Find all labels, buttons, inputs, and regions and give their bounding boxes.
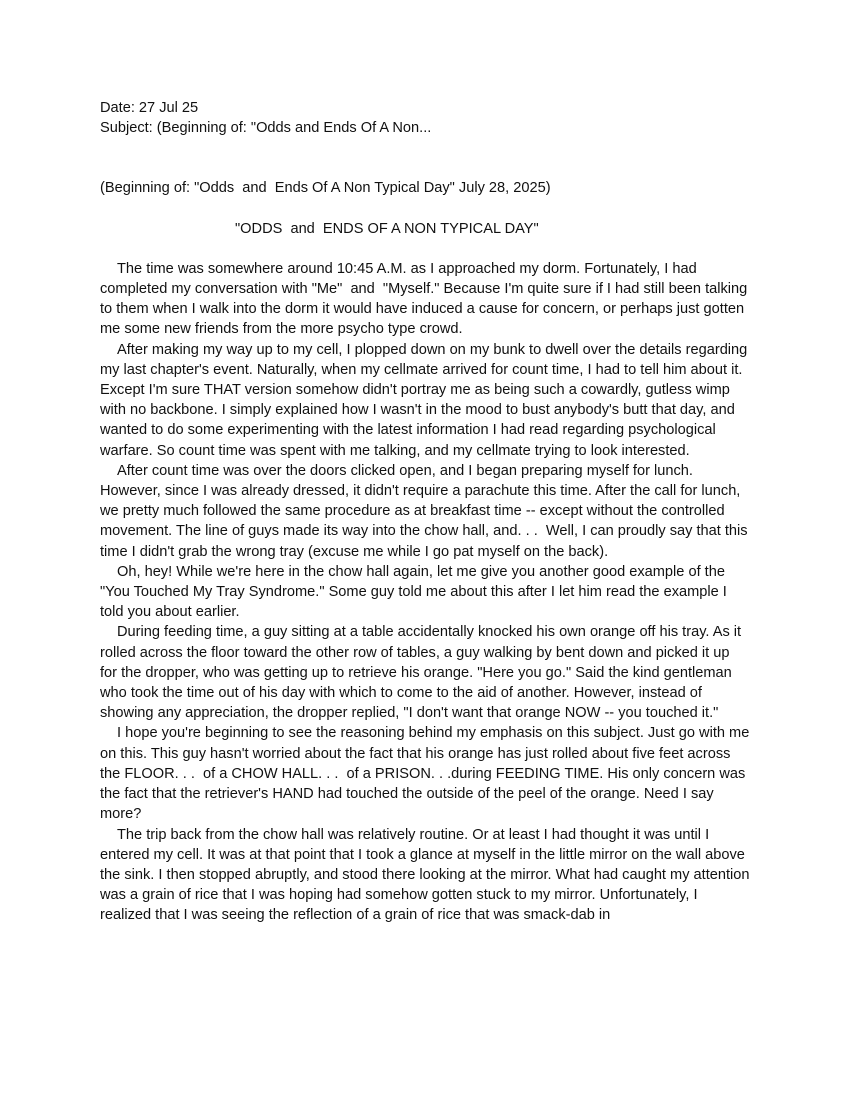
paragraph: I hope you're beginning to see the reasoning behind my emphasis on this subject. Just go with me on this. This guy hasn't worried about the fact that his orange has just rolled about five feet across the FLOOR. . . of a CHOW HALL. . . of a PRISON. . .during FEEDING TIME. His only concern was the fact that the retriever's HAND had touched the outside of the peel of the orange. Need I say more? xyxy=(100,725,754,823)
paragraph: The time was somewhere around 10:45 A.M. as I approached my dorm. Fortunately, I had completed my conversation with "Me" and "Myself." Because I'm quite sure if I had still been talking to them when I walk into the dorm it would have induced a cause for concern, or perhaps just gotten me some new friends from the more psycho type crowd. xyxy=(100,260,752,338)
body-text xyxy=(100,259,754,926)
spacer xyxy=(100,199,750,219)
document-title: "ODDS and ENDS OF A NON TYPICAL DAY" xyxy=(235,220,539,237)
spacer xyxy=(100,138,750,178)
email-subject: Subject: (Beginning of: "Odds and Ends Of A Non... xyxy=(100,120,432,137)
spacer xyxy=(100,239,750,259)
paragraph: The trip back from the chow hall was relatively routine. Or at least I had thought it was until I entered my cell. It was at that point that I took a glance at myself in the little mirror on the wall above the sink. I then stopped abruptly, and stood there looking at the mirror. What had caught my attention was a grain of rice that I was hoping had somehow gotten stuck to my mirror. Unfortunately, I realized that I was seeing the reflection of a grain of rice that was smack-dab in xyxy=(100,826,754,924)
paragraph: After making my way up to my cell, I plopped down on my bunk to dwell over the details regarding my last chapter's event. Naturally, when my cellmate arrived for count time, I had to tell him about it. Except I'm sure THAT version somehow didn't portray me as being such a cowardly, gutless wimp with no backbone. I simply explained how I wasn't in the mood to bust anybody's butt that day, and wanted to do some experimenting with the latest information I had read regarding psychological warfare. So count time was spent with me talking, and my cellmate trying to look interested. xyxy=(100,341,752,459)
paragraph: During feeding time, a guy sitting at a table accidentally knocked his own orange off his tray. As it rolled across the floor toward the other row of tables, a guy walking by bent down and picked it up for the dropper, who was getting up to retrieve his orange. "Here you go." Said the kind gentleman who took the time out of his day with which to come to the aid of another. However, instead of showing any appreciation, the dropper replied, "I don't want that orange NOW -- you touched it." xyxy=(100,624,746,722)
paragraph: After count time was over the doors clicked open, and I began preparing myself for lunch. However, since I was already dressed, it didn't require a parachute this time. After the call for lunch, we pretty much followed the same procedure as at breakfast time -- except without the controlled movement. The line of guys made its way into the chow hall, and. . . Well, I can proudly say that this time I didn't grab the wrong tray (excuse me while I go pat myself on the back). xyxy=(100,462,752,560)
intro-line: (Beginning of: "Odds and Ends Of A Non Typical Day" July 28, 2025) xyxy=(100,180,551,197)
email-date: Date: 27 Jul 25 xyxy=(100,100,199,116)
paragraph: Oh, hey! While we're here in the chow hall again, let me give you another good example of the "You Touched My Tray Syndrome." Some guy told me about this after I let him read the example I told you about earlier. xyxy=(100,563,731,621)
document-page xyxy=(100,98,754,926)
